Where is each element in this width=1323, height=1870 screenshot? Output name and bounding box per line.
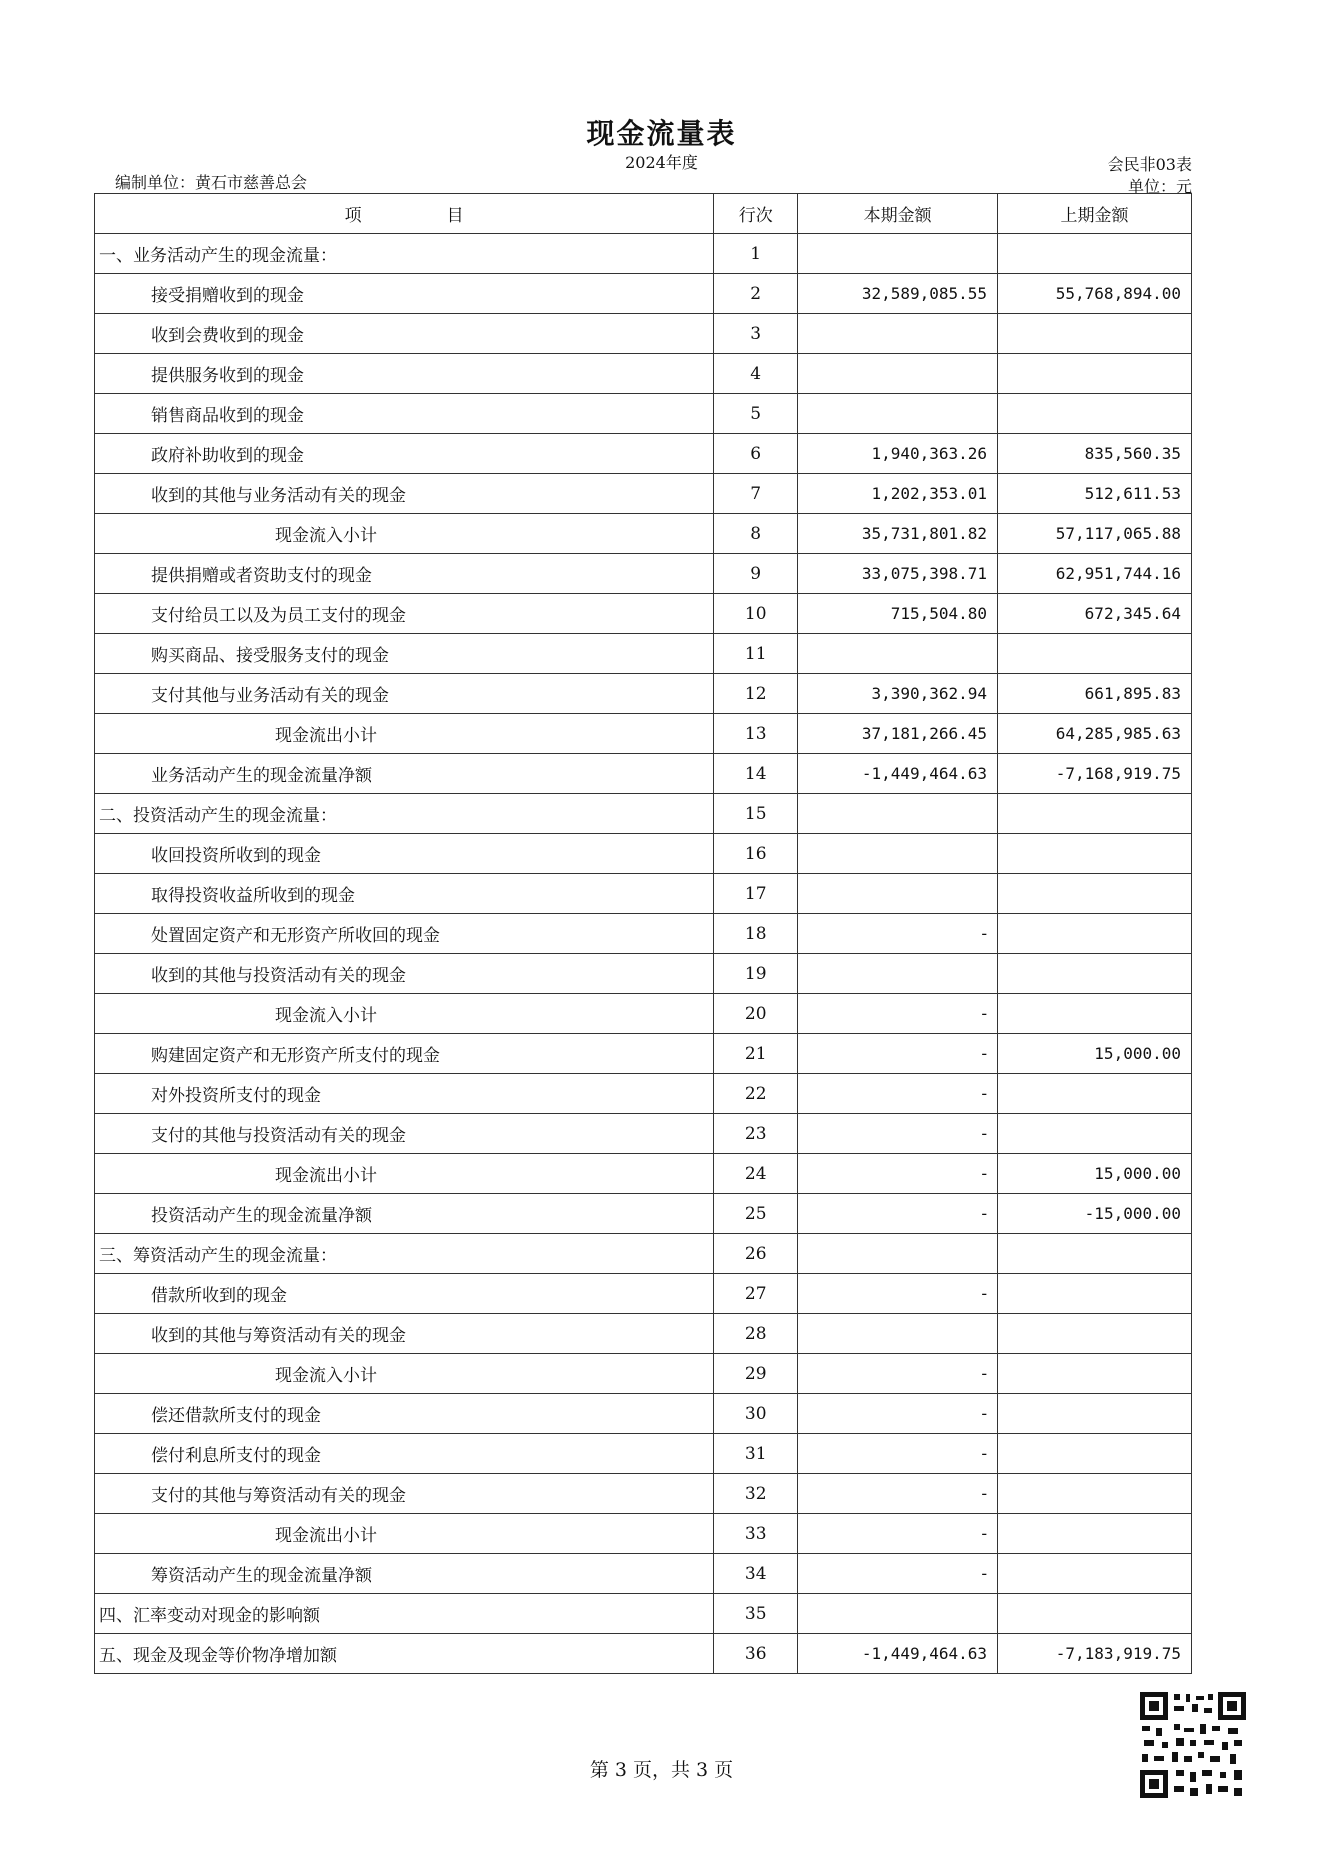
table-row — [95, 954, 1192, 994]
table-row — [95, 794, 1192, 834]
table-row — [95, 1474, 1192, 1514]
row-current-amount: 33,075,398.71 — [798, 554, 998, 594]
table-row — [95, 1634, 1192, 1674]
table-row — [95, 834, 1192, 874]
row-item-label: 处置固定资产和无形资产所收回的现金 — [95, 914, 714, 954]
row-current-amount: - — [798, 1394, 998, 1434]
row-item-label: 现金流入小计 — [95, 514, 714, 554]
row-current-amount — [798, 314, 998, 354]
row-prior-amount — [998, 1434, 1192, 1474]
row-current-amount: - — [798, 994, 998, 1034]
row-item-label: 收到的其他与筹资活动有关的现金 — [95, 1314, 714, 1354]
row-prior-amount — [998, 994, 1192, 1034]
row-line-number: 21 — [714, 1034, 798, 1074]
table-row — [95, 394, 1192, 434]
row-item-label: 业务活动产生的现金流量净额 — [95, 754, 714, 794]
row-current-amount: - — [798, 1194, 998, 1234]
table-row — [95, 1114, 1192, 1154]
row-prior-amount: 835,560.35 — [998, 434, 1192, 474]
row-line-number: 17 — [714, 874, 798, 914]
table-row — [95, 1394, 1192, 1434]
row-prior-amount — [998, 314, 1192, 354]
row-line-number: 9 — [714, 554, 798, 594]
row-line-number: 16 — [714, 834, 798, 874]
row-current-amount: -1,449,464.63 — [798, 754, 998, 794]
row-current-amount: 715,504.80 — [798, 594, 998, 634]
row-item-label: 一、业务活动产生的现金流量： — [95, 234, 714, 274]
row-line-number: 24 — [714, 1154, 798, 1194]
row-item-label: 收到会费收到的现金 — [95, 314, 714, 354]
row-item-label: 现金流入小计 — [95, 1354, 714, 1394]
row-line-number: 27 — [714, 1274, 798, 1314]
row-line-number: 34 — [714, 1554, 798, 1594]
row-prior-amount — [998, 234, 1192, 274]
row-item-label: 收回投资所收到的现金 — [95, 834, 714, 874]
qr-code-icon — [1138, 1690, 1248, 1800]
row-prior-amount — [998, 394, 1192, 434]
row-item-label: 提供捐赠或者资助支付的现金 — [95, 554, 714, 594]
row-prior-amount: 64,285,985.63 — [998, 714, 1192, 754]
row-current-amount: - — [798, 1274, 998, 1314]
cash-flow-table — [94, 193, 1192, 1674]
row-line-number: 22 — [714, 1074, 798, 1114]
row-line-number: 5 — [714, 394, 798, 434]
row-item-label: 现金流出小计 — [95, 1514, 714, 1554]
row-line-number: 12 — [714, 674, 798, 714]
row-prior-amount — [998, 1474, 1192, 1514]
row-current-amount — [798, 354, 998, 394]
table-body — [95, 234, 1192, 1674]
table-header-row — [95, 194, 1192, 234]
row-prior-amount: 512,611.53 — [998, 474, 1192, 514]
page-number: 第 3 页，共 3 页 — [589, 1759, 734, 1781]
row-item-label: 偿还借款所支付的现金 — [95, 1394, 714, 1434]
row-item-label: 二、投资活动产生的现金流量： — [95, 794, 714, 834]
row-current-amount: - — [798, 1354, 998, 1394]
table-row — [95, 474, 1192, 514]
row-item-label: 支付的其他与投资活动有关的现金 — [95, 1114, 714, 1154]
header-line-no: 行次 — [714, 194, 798, 234]
row-line-number: 15 — [714, 794, 798, 834]
row-line-number: 14 — [714, 754, 798, 794]
row-line-number: 32 — [714, 1474, 798, 1514]
table-row — [95, 1554, 1192, 1594]
row-item-label: 四、汇率变动对现金的影响额 — [95, 1594, 714, 1634]
row-item-label: 接受捐赠收到的现金 — [95, 274, 714, 314]
row-line-number: 35 — [714, 1594, 798, 1634]
table-row — [95, 714, 1192, 754]
row-item-label: 收到的其他与投资活动有关的现金 — [95, 954, 714, 994]
row-prior-amount: -15,000.00 — [998, 1194, 1192, 1234]
header-item: 项 目 — [95, 194, 714, 234]
row-current-amount — [798, 1234, 998, 1274]
row-item-label: 筹资活动产生的现金流量净额 — [95, 1554, 714, 1594]
row-prior-amount — [998, 954, 1192, 994]
row-current-amount: - — [798, 1034, 998, 1074]
row-line-number: 19 — [714, 954, 798, 994]
row-item-label: 现金流出小计 — [95, 1154, 714, 1194]
table-row — [95, 1314, 1192, 1354]
table-row — [95, 1034, 1192, 1074]
table-row — [95, 1434, 1192, 1474]
row-line-number: 4 — [714, 354, 798, 394]
row-current-amount — [798, 634, 998, 674]
row-line-number: 20 — [714, 994, 798, 1034]
header-current-amount: 本期金额 — [798, 194, 998, 234]
row-prior-amount — [998, 834, 1192, 874]
row-current-amount: 35,731,801.82 — [798, 514, 998, 554]
row-prior-amount: 15,000.00 — [998, 1034, 1192, 1074]
row-current-amount: 1,940,363.26 — [798, 434, 998, 474]
table-row — [95, 434, 1192, 474]
table-row — [95, 354, 1192, 394]
row-line-number: 1 — [714, 234, 798, 274]
row-prior-amount: -7,183,919.75 — [998, 1634, 1192, 1674]
table-row — [95, 874, 1192, 914]
table-row — [95, 234, 1192, 274]
row-prior-amount — [998, 914, 1192, 954]
row-prior-amount — [998, 1514, 1192, 1554]
row-item-label: 三、筹资活动产生的现金流量： — [95, 1234, 714, 1274]
currency-unit: 单位：元 — [1127, 177, 1192, 196]
row-line-number: 7 — [714, 474, 798, 514]
row-prior-amount — [998, 354, 1192, 394]
row-prior-amount — [998, 1354, 1192, 1394]
row-prior-amount — [998, 634, 1192, 674]
table-row — [95, 914, 1192, 954]
row-item-label: 政府补助收到的现金 — [95, 434, 714, 474]
row-line-number: 10 — [714, 594, 798, 634]
row-current-amount: - — [798, 1154, 998, 1194]
row-item-label: 支付给员工以及为员工支付的现金 — [95, 594, 714, 634]
table-row — [95, 514, 1192, 554]
row-current-amount — [798, 794, 998, 834]
row-prior-amount: 15,000.00 — [998, 1154, 1192, 1194]
row-prior-amount: 661,895.83 — [998, 674, 1192, 714]
row-current-amount: 1,202,353.01 — [798, 474, 998, 514]
row-line-number: 29 — [714, 1354, 798, 1394]
row-item-label: 销售商品收到的现金 — [95, 394, 714, 434]
row-line-number: 11 — [714, 634, 798, 674]
row-item-label: 提供服务收到的现金 — [95, 354, 714, 394]
row-current-amount: - — [798, 1554, 998, 1594]
report-period: 2024年度 — [625, 153, 698, 172]
row-line-number: 26 — [714, 1234, 798, 1274]
row-item-label: 五、现金及现金等价物净增加额 — [95, 1634, 714, 1674]
row-current-amount — [798, 394, 998, 434]
table-row — [95, 594, 1192, 634]
row-item-label: 现金流出小计 — [95, 714, 714, 754]
row-item-label: 收到的其他与业务活动有关的现金 — [95, 474, 714, 514]
header-prior-amount: 上期金额 — [998, 194, 1192, 234]
row-item-label: 现金流入小计 — [95, 994, 714, 1034]
row-current-amount — [798, 874, 998, 914]
table-row — [95, 1274, 1192, 1314]
row-prior-amount: 57,117,065.88 — [998, 514, 1192, 554]
reporting-organization: 编制单位：黄石市慈善总会 — [115, 173, 308, 192]
row-prior-amount — [998, 1274, 1192, 1314]
form-code: 会民非03表 — [1107, 155, 1192, 174]
row-current-amount: - — [798, 1434, 998, 1474]
table-row — [95, 1514, 1192, 1554]
row-current-amount: 37,181,266.45 — [798, 714, 998, 754]
row-item-label: 偿付利息所支付的现金 — [95, 1434, 714, 1474]
row-line-number: 23 — [714, 1114, 798, 1154]
row-line-number: 31 — [714, 1434, 798, 1474]
row-current-amount: -1,449,464.63 — [798, 1634, 998, 1674]
row-current-amount — [798, 1594, 998, 1634]
row-prior-amount — [998, 794, 1192, 834]
table-row — [95, 1194, 1192, 1234]
row-prior-amount — [998, 874, 1192, 914]
table-row — [95, 674, 1192, 714]
row-prior-amount — [998, 1394, 1192, 1434]
row-item-label: 投资活动产生的现金流量净额 — [95, 1194, 714, 1234]
row-line-number: 2 — [714, 274, 798, 314]
row-current-amount — [798, 834, 998, 874]
document-title: 现金流量表 — [586, 117, 737, 150]
table-row — [95, 1074, 1192, 1114]
row-line-number: 13 — [714, 714, 798, 754]
row-line-number: 6 — [714, 434, 798, 474]
row-line-number: 8 — [714, 514, 798, 554]
row-item-label: 支付的其他与筹资活动有关的现金 — [95, 1474, 714, 1514]
row-prior-amount — [998, 1594, 1192, 1634]
row-prior-amount — [998, 1114, 1192, 1154]
row-item-label: 购买商品、接受服务支付的现金 — [95, 634, 714, 674]
row-item-label: 支付其他与业务活动有关的现金 — [95, 674, 714, 714]
row-prior-amount: 62,951,744.16 — [998, 554, 1192, 594]
row-current-amount: 32,589,085.55 — [798, 274, 998, 314]
row-current-amount: - — [798, 1074, 998, 1114]
row-line-number: 28 — [714, 1314, 798, 1354]
row-current-amount — [798, 234, 998, 274]
row-prior-amount — [998, 1234, 1192, 1274]
row-line-number: 36 — [714, 1634, 798, 1674]
row-current-amount: - — [798, 914, 998, 954]
table-row — [95, 1154, 1192, 1194]
table-row — [95, 554, 1192, 594]
row-item-label: 对外投资所支付的现金 — [95, 1074, 714, 1114]
row-current-amount: - — [798, 1514, 998, 1554]
row-prior-amount — [998, 1314, 1192, 1354]
row-line-number: 25 — [714, 1194, 798, 1234]
row-current-amount: 3,390,362.94 — [798, 674, 998, 714]
row-prior-amount: -7,168,919.75 — [998, 754, 1192, 794]
row-current-amount: - — [798, 1114, 998, 1154]
row-item-label: 取得投资收益所收到的现金 — [95, 874, 714, 914]
row-prior-amount — [998, 1074, 1192, 1114]
row-current-amount: - — [798, 1474, 998, 1514]
table-row — [95, 634, 1192, 674]
row-item-label: 借款所收到的现金 — [95, 1274, 714, 1314]
row-prior-amount: 672,345.64 — [998, 594, 1192, 634]
row-item-label: 购建固定资产和无形资产所支付的现金 — [95, 1034, 714, 1074]
row-current-amount — [798, 954, 998, 994]
table-row — [95, 1234, 1192, 1274]
row-line-number: 33 — [714, 1514, 798, 1554]
table-row — [95, 1594, 1192, 1634]
table-row — [95, 754, 1192, 794]
row-prior-amount — [998, 1554, 1192, 1594]
table-row — [95, 274, 1192, 314]
table-row — [95, 994, 1192, 1034]
row-line-number: 3 — [714, 314, 798, 354]
row-line-number: 18 — [714, 914, 798, 954]
row-line-number: 30 — [714, 1394, 798, 1434]
row-current-amount — [798, 1314, 998, 1354]
table-row — [95, 314, 1192, 354]
row-prior-amount: 55,768,894.00 — [998, 274, 1192, 314]
table-row — [95, 1354, 1192, 1394]
